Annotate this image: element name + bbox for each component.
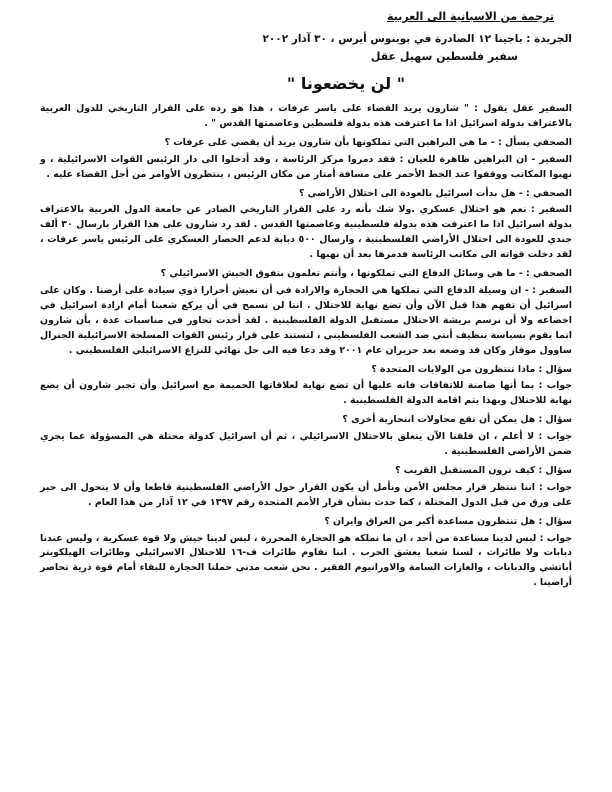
- byline: سفير فلسطين سهيل عقل: [370, 50, 518, 63]
- paragraph-answer-2: السفير : نعم هو احتلال عسكري .ولا شك بأنه رد على القرار التاريخي الصادر عن جامعة الدول العربية بالاعتراف بدولة اسرائيل اذا ما اعترفت هذه بدولة فلسطينية وعاصمتها القدس . لقد رد شارون على هذا القرار بارسال ٣٠ ألف جندي للعودة الى احتلال الأراضي الفلسطينية ، وارسال ٥٠٠ دبابة لدعم الحصار العسكري على الرئيس ياسر عرفات ، لقد دخلت قواته الى مكاتب الرئاسة فدمرها بعد أن نهبها .: [40, 204, 573, 261]
- paragraph-question-2: الصحفي : - هل بدأت اسرائيل بالعودة الى احتلال الأراضي ؟: [298, 187, 572, 199]
- paragraph-question-5: سؤال : هل يمكن أن تقع محاولات انتحارية أخرى ؟: [342, 414, 572, 426]
- paragraph-answer-5: جواب : لا أعلم ، ان قلقنا الآن يتعلق بالاحتلال الاسرائيلي ، ثم أن اسرائيل كدولة محتلة هي المسؤولة عما يجري ضمن الأراضي الفلسطينية .: [40, 431, 572, 458]
- paragraph-answer-4: جواب : بما أنها ضامنة للاتفاقات فانه عليها أن تضع نهاية لعلاقاتها الحميمة مع اسرائيل وأن تجبر شارون أن يضع نهاية للاحتلال وبهذا يتم اقامة الدولة الفلسطينية .: [40, 380, 572, 407]
- paragraph-answer-3: السفير : - ان وسيلة الدفاع التي تملكها هي الحجارة والارادة في أن نعيش أحرارا ذوي سيادة على أرضنا . وكان على اسرائيل أن تفهم هذا قبل الآن وأن تضع نهاية للاحتلال . اننا لن نسمح في أن يركع شعبنا أمام ارادة اسرائيل في اخضاعه ولا أن نرسم بريشة الاحتلال مستقبل الدولة الفلسطينية . لقد أخذت تحاور في مناسبات عدة ، بأن شارون انما يقوم بسياسة تنظيف أنتي ضد الشعب الفلسطيني ، لتستند على قرار رئيس القوات المسلحة الاسرائيلية الجنرال ساوول موفاز وكان قد وضعه بعد حزيران عام ٢٠٠١ وقد دعا فيه الى حل نهائي للنزاع الاسرائيلي الفلسطيني .: [40, 284, 572, 356]
- paragraph-answer-6: جواب : اننا ننتظر قرار مجلس الأمن ونأمل أن يكون القرار حول الأراضي الفلسطينية قاطعا وأن لا يتحول الى حبر على ورق من قبل الدول المحتلة ، كما حدث بشأن قرار الأمم المتحدة رقم ١٣٩٧ في ١٢ آذار من هذا العام .: [40, 481, 572, 508]
- paragraph-question-7: سؤال : هل تنتظرون مساعدة أكبر من العراق وايران ؟: [324, 515, 572, 527]
- translation-note: ترجمة من الاسبانية الى العربية: [387, 10, 554, 23]
- paragraph-intro: السفير عقل يقول : " شارون يريد القضاء على ياسر عرفات ، هذا هو رده على القرار التاريخي للدول العربية بالاعتراف بدولة اسرائيل اذا ما اعترفت هذه بدولة فلسطين وعاصمتها القدس " .: [40, 103, 572, 129]
- paragraph-question-3: الصحفي : - ما هي وسائل الدفاع التي تملكونها ، وأنتم تعلمون بتفوق الجيش الاسرائيلي ؟: [160, 268, 572, 280]
- paragraph-answer-7: جواب : ليس لدينا مساعدة من أحد ، ان ما نملكه هو الحجارة المحررة ، ليس لدينا جيش ولا قوة عسكرية ، وليس عندنا دبابات ولا طائرات ، لسنا شعبا يعشق الحرب . اننا نقاوم طائرات ف-١٦ للاحتلال الاسرائيلي وطائرات الهيلكوبتر أباتشي والدبابات ، والغازات السامة والاورانيوم الفقير . نحن شعب مدني حملنا الحجارة للبقاء أمام قوة ذرية تحاصر أراضينا .: [40, 532, 572, 589]
- paragraph-question-6: سؤال : كيف ترون المستقبل القريب ؟: [395, 464, 572, 476]
- paragraph-answer-1: السفير - ان البراهين ظاهرة للعيان : فقد دمروا مركز الرئاسة ، وقد أدخلوا الى دار الرئيس القوات الاسرائيلية ، و نهبوا المكاتب ووقفوا عند الخط الأحمر على مسافة أمتار من مكان الرئيس ، ينتظرون الأوامر من أجل القضاء عليه .: [40, 153, 572, 180]
- paragraph-question-1: الصحفي يسأل : - ما هي البراهين التي تملكونها بأن شارون يريد أن يقضي على عرفات ؟: [164, 136, 572, 148]
- paragraph-question-4: سؤال : ماذا تنتظرون من الولايات المتحدة ؟: [371, 363, 572, 375]
- headline: " لن يخضعونا ": [286, 74, 406, 93]
- article-body: [40, 102, 572, 591]
- source-line: الجريدة : باجينا ١٢ الصادرة في بوينوس أيرس ، ٣٠ آذار ٢٠٠٢: [262, 33, 572, 45]
